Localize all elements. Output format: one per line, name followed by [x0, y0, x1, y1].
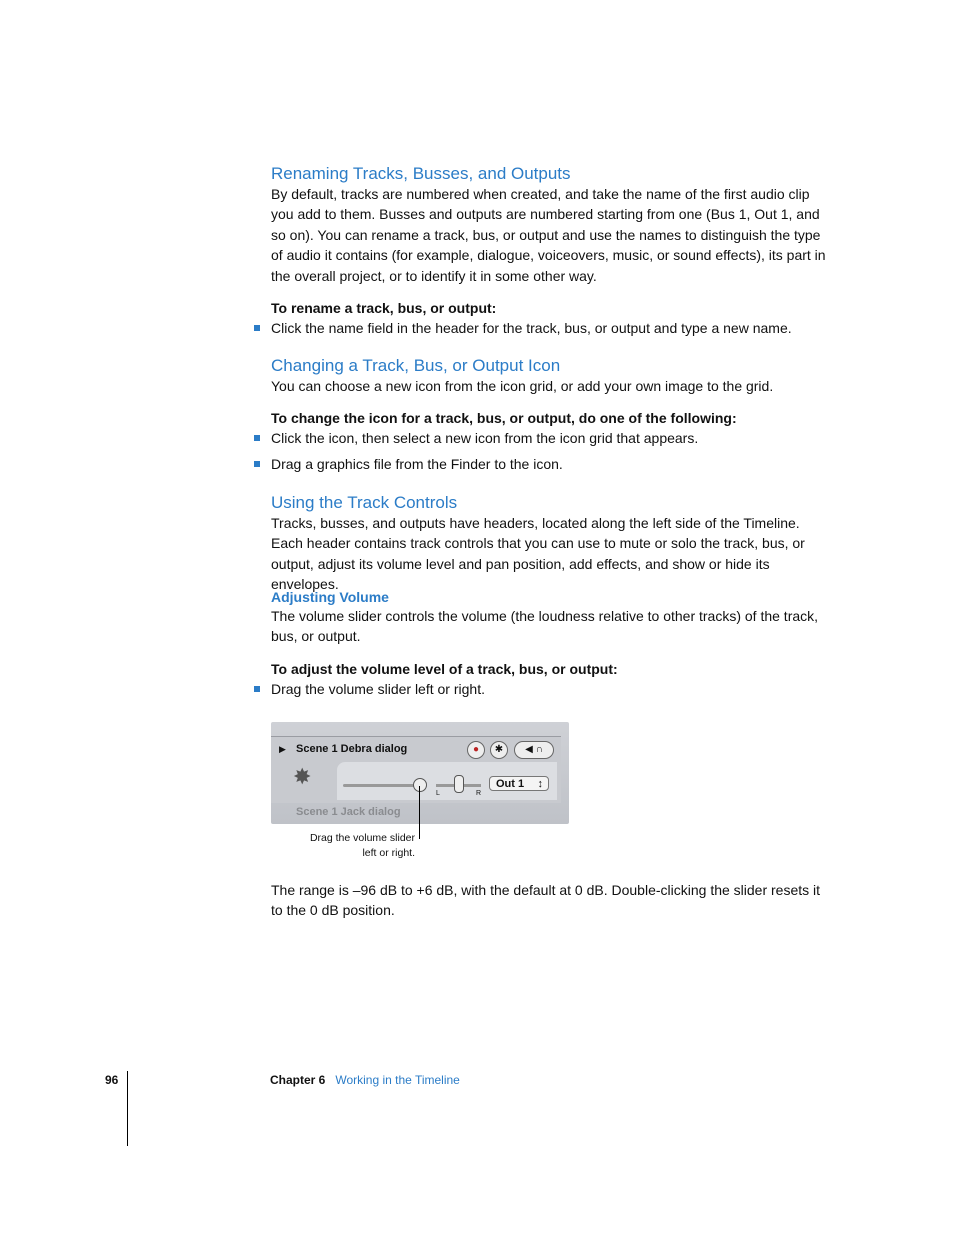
figure-caption: Drag the volume slider left or right.	[309, 832, 415, 859]
volume-slider-track	[343, 784, 423, 787]
updown-icon: ↕	[537, 778, 543, 790]
procedure-lead: To rename a track, bus, or output:	[271, 300, 497, 317]
paragraph: By default, tracks are numbered when created, and take the name of the first audio clip you add to them. Busses and outputs are numbered starting from one (Bus 1, Out 1, and so on). You can rename a track, bus, or output and use the names to distinguish the type of audio it contains (for example, dialogue, voiceovers, music, or sound effects), its part in the overall project, or to identify it in some other way.	[271, 186, 826, 284]
bullet-item	[271, 428, 831, 448]
footer-chapter	[270, 1073, 460, 1087]
bullet-icon	[254, 686, 260, 692]
bullet-icon	[254, 435, 260, 441]
pan-right-label: R	[476, 790, 482, 797]
chapter-label: Chapter 6	[270, 1073, 326, 1087]
mute-solo-icon: ◀ ∩	[514, 741, 554, 759]
paragraph: You can choose a new icon from the icon grid, or add your own image to the grid.	[271, 378, 774, 394]
paragraph: Tracks, busses, and outputs have headers, located along the left side of the Timeline. Each header contains track controls that you can use to mute or solo the track, bus, or output, adjust its volume level and pan position, add effects, and show or hide its envelopes.	[271, 515, 805, 593]
output-popup	[489, 776, 549, 791]
track-icon: ✸	[293, 764, 312, 789]
section-heading: Renaming Tracks, Busses, and Outputs	[271, 164, 571, 183]
page-number: 96	[105, 1073, 119, 1087]
pan-left-label: L	[436, 790, 440, 797]
chapter-title: Working in the Timeline	[335, 1073, 460, 1087]
bullet-item	[271, 454, 831, 474]
track-header-screenshot	[271, 722, 569, 824]
disclosure-triangle-icon: ▶	[279, 744, 286, 754]
footer-divider	[127, 1071, 128, 1146]
record-icon: ●	[467, 741, 485, 759]
bullet-text: Click the name field in the header for the track, bus, or output and type a new name.	[271, 320, 792, 337]
bullet-item	[271, 679, 831, 699]
bullet-item	[271, 318, 831, 338]
closing-paragraph-block	[271, 880, 831, 921]
section-renaming	[271, 164, 831, 338]
bullet-text: Click the icon, then select a new icon from the icon grid that appears.	[271, 430, 699, 447]
procedure-lead: To change the icon for a track, bus, or output, do one of the following:	[271, 410, 737, 427]
bullet-icon	[254, 325, 260, 331]
procedure-lead: To adjust the volume level of a track, bus, or output:	[271, 660, 618, 677]
paragraph: The volume slider controls the volume (the loudness relative to other tracks) of the track, bus, or output.	[271, 608, 819, 645]
paragraph: The range is –96 dB to +6 dB, with the default at 0 dB. Double-clicking the slider resets it to the 0 dB position.	[271, 882, 821, 919]
bullet-text: Drag a graphics file from the Finder to the icon.	[271, 456, 563, 473]
next-track-name: Scene 1 Jack dialog	[296, 806, 401, 818]
section-track-controls	[271, 493, 831, 595]
section-icon	[271, 356, 831, 474]
bullet-icon	[254, 461, 260, 467]
pan-slider-knob	[454, 775, 464, 793]
track-name: Scene 1 Debra dialog	[296, 743, 408, 755]
section-heading: Using the Track Controls	[271, 493, 458, 512]
bullet-text: Drag the volume slider left or right.	[271, 680, 485, 697]
section-adjusting-volume	[271, 588, 831, 699]
section-heading: Changing a Track, Bus, or Output Icon	[271, 356, 561, 375]
volume-slider-knob	[413, 778, 427, 792]
effects-icon: ✱	[490, 741, 508, 759]
callout-line	[419, 786, 420, 839]
output-value: Out 1	[496, 778, 525, 790]
subsection-heading: Adjusting Volume	[271, 589, 389, 605]
